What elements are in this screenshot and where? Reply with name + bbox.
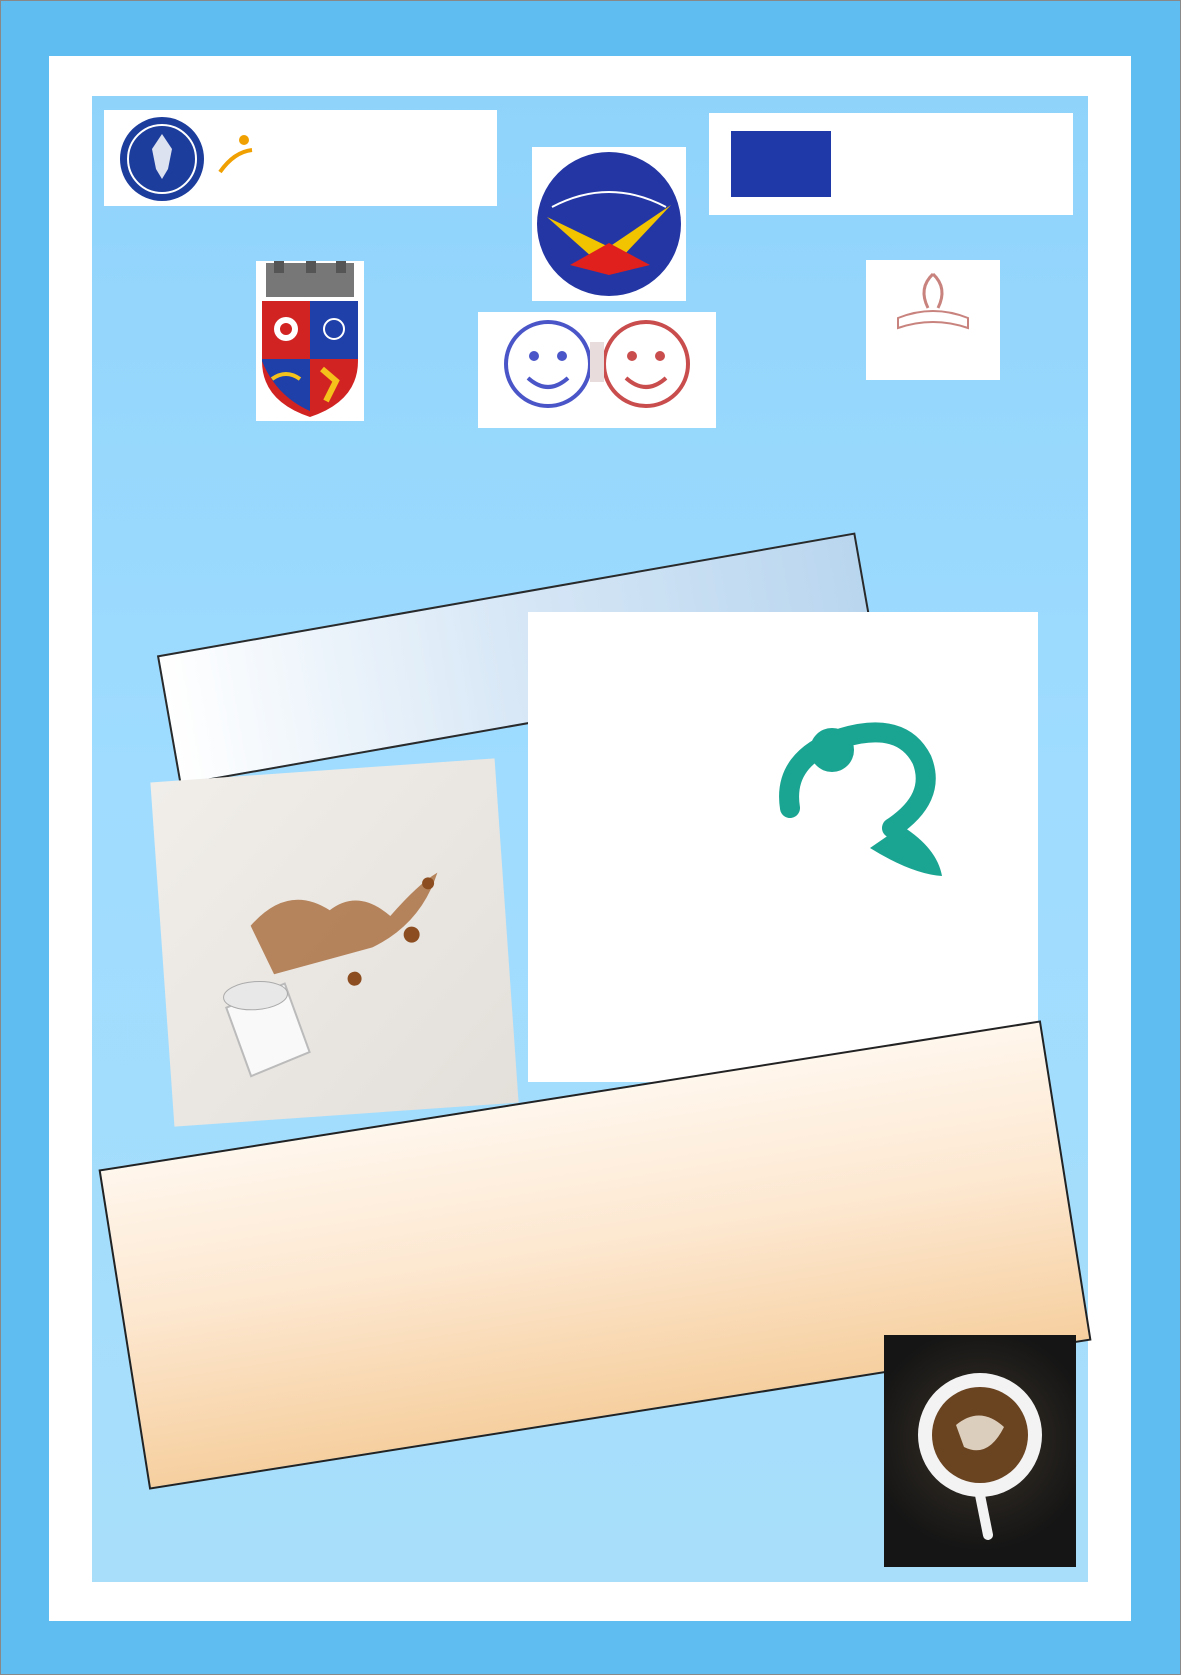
youth-smiles-logo-panel <box>478 312 716 428</box>
tineretea-logo-icon <box>752 698 962 888</box>
coat-of-arms-icon <box>256 261 364 421</box>
spilled-cup-icon <box>150 758 518 1126</box>
erasmus-logo-panel <box>709 113 1073 215</box>
smiley-faces-icon <box>478 312 716 428</box>
romania-government-seal-icon <box>112 114 212 204</box>
mioveni-cultural-logo-panel <box>866 260 1000 380</box>
mts-runner-icon <box>216 132 256 182</box>
spilled-coffee-photo <box>150 758 518 1126</box>
coffee-cup-icon <box>884 1335 1076 1567</box>
youth-agency-emblem-icon <box>532 147 686 301</box>
ministry-logo-panel <box>104 110 497 206</box>
mioveni-coat-of-arms-panel <box>256 261 364 421</box>
tineretea-panel <box>528 612 1038 1082</box>
lyre-book-icon <box>888 268 978 338</box>
youth-agency-logo-panel <box>532 147 686 301</box>
coffee-cup-photo <box>884 1335 1076 1567</box>
eu-flag-icon <box>731 131 831 197</box>
